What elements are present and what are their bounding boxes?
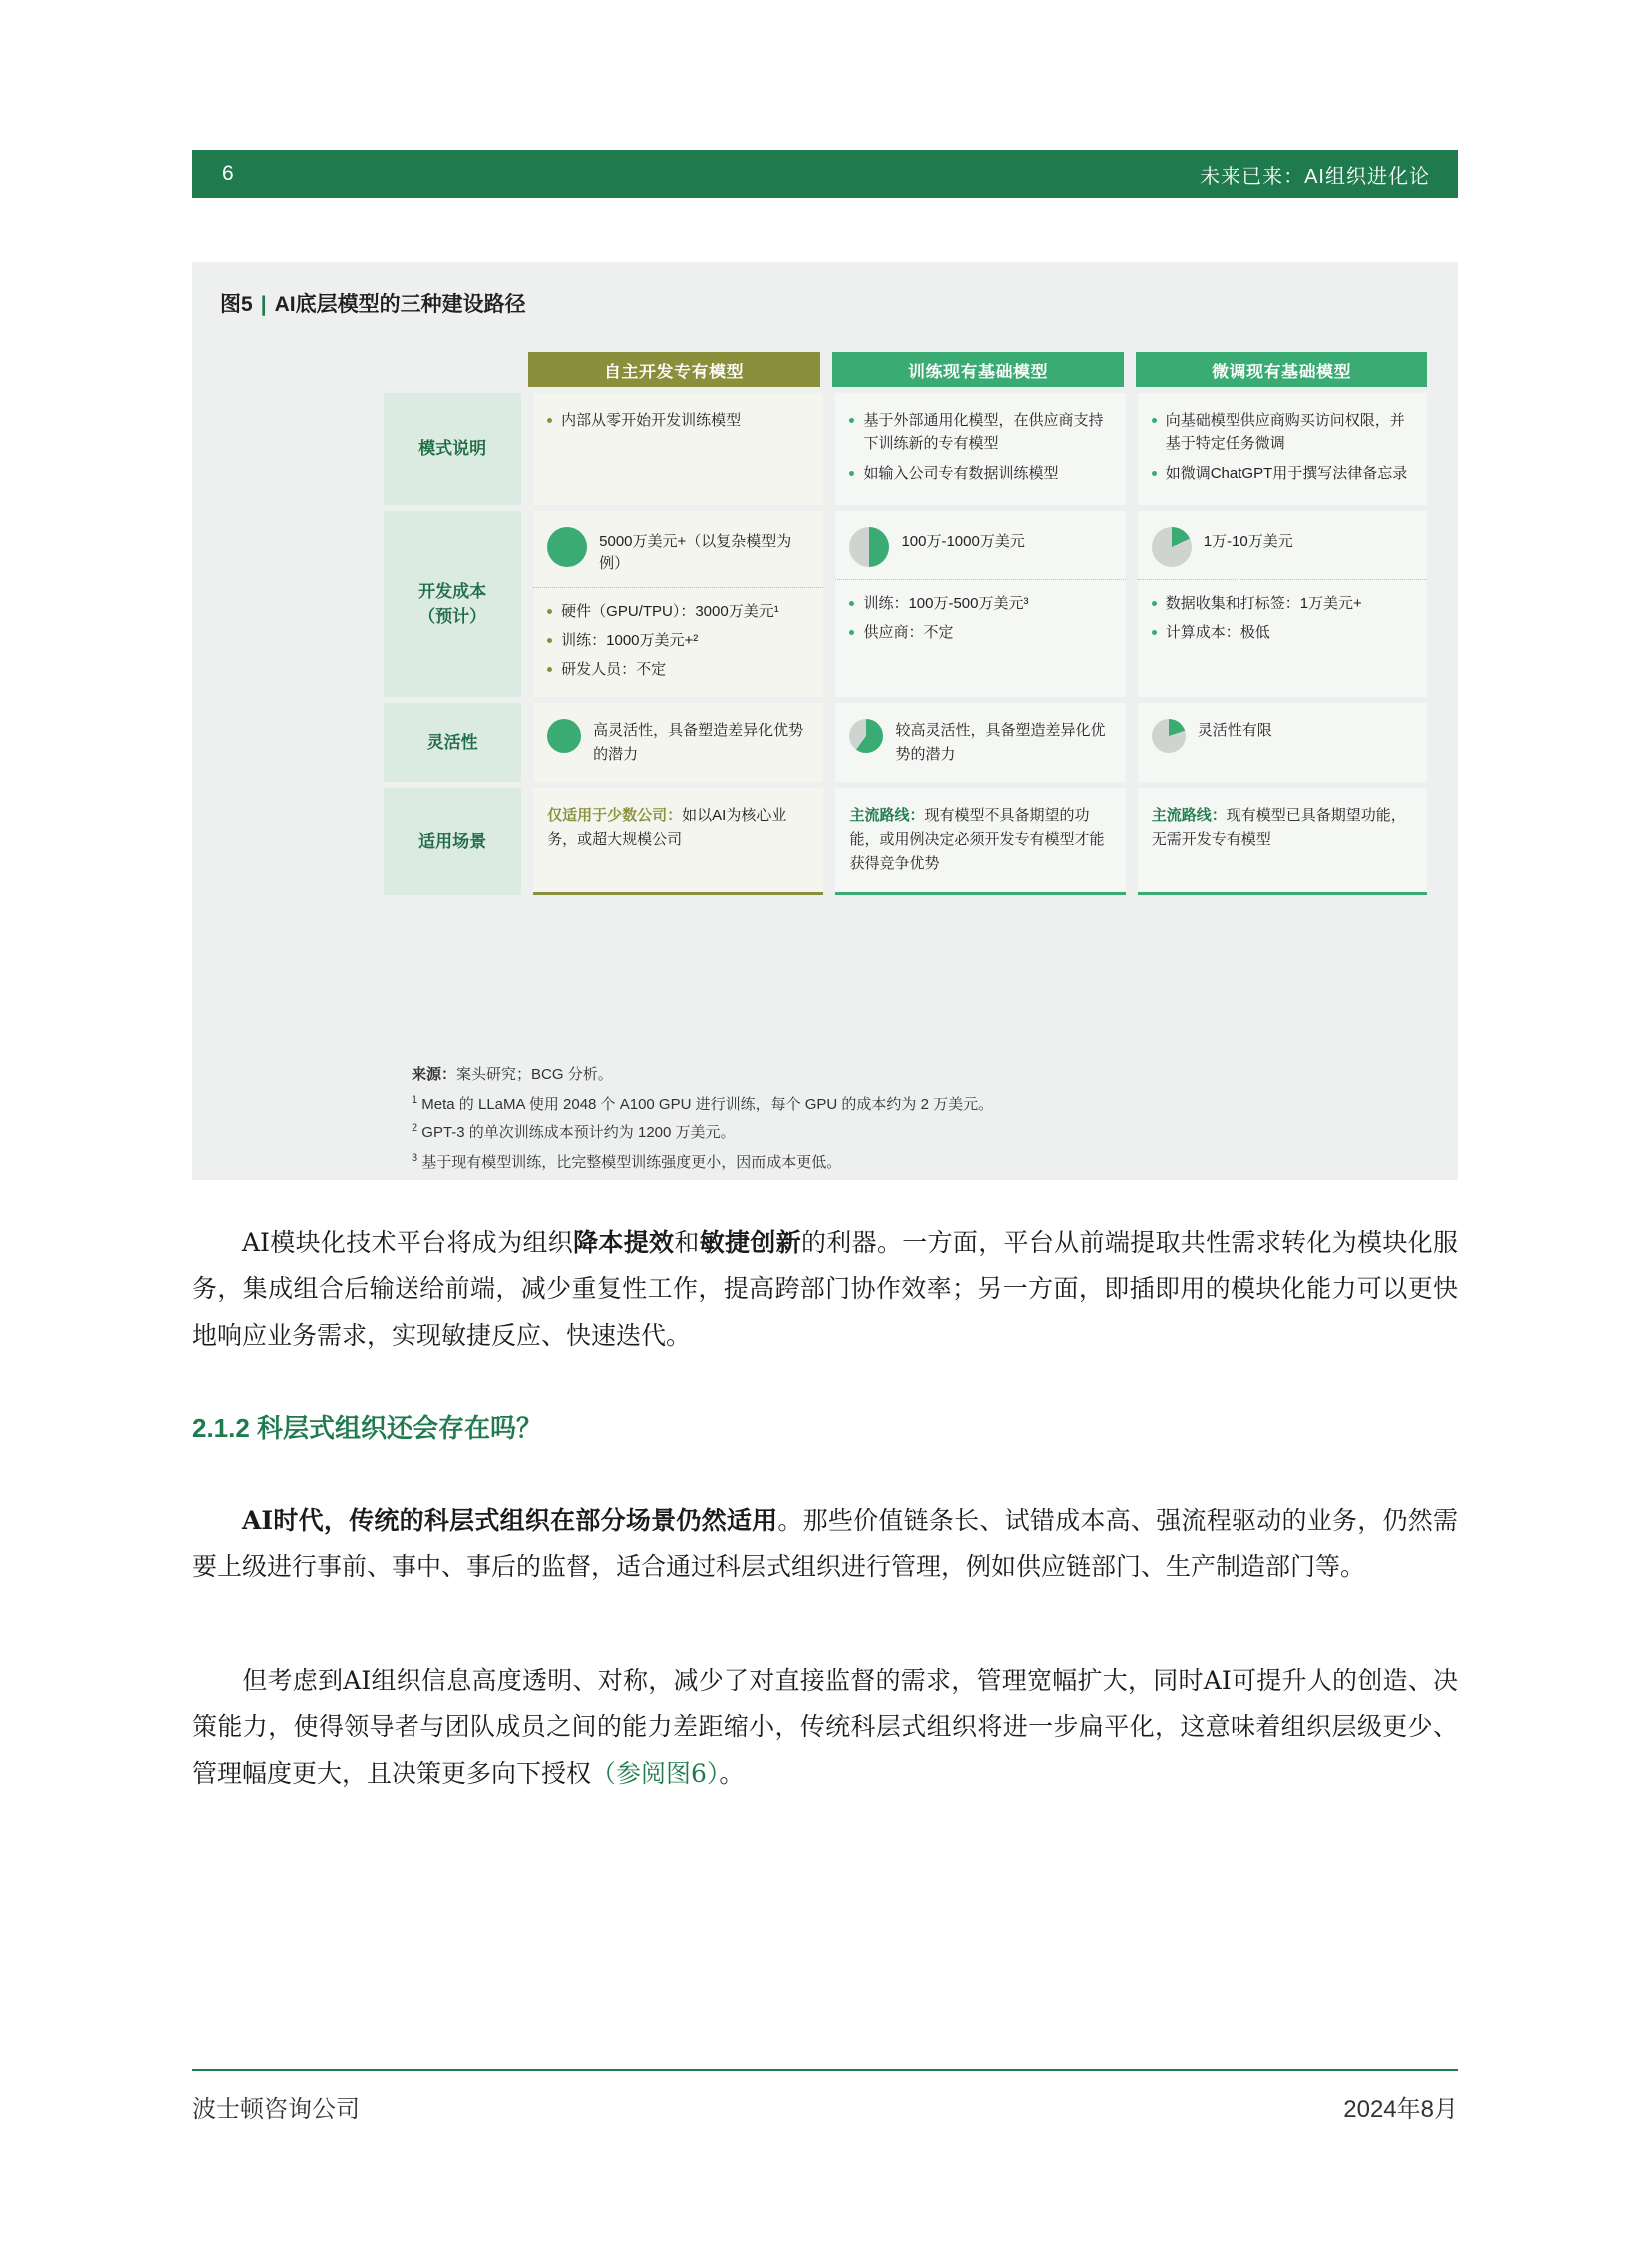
bullet-item: 如输入公司专有数据训练模型 xyxy=(849,462,1111,485)
cost-headline: 100万-1000万美元 xyxy=(901,533,1025,550)
figure-title-separator: | xyxy=(260,293,267,316)
flex-text: 灵活性有限 xyxy=(1197,722,1272,740)
donut-chart-flex-3 xyxy=(1152,719,1186,753)
bullet-item: 计算成本：极低 xyxy=(1152,621,1413,644)
table-row xyxy=(384,703,1427,782)
para1-part1: AI模块化技术平台将成为组织 xyxy=(242,1228,574,1257)
figure-label: 图5 xyxy=(220,293,253,316)
footnote-3 xyxy=(412,1148,1420,1178)
footnote-marker: 1 xyxy=(412,1093,418,1106)
bullet-item: 如微调ChatGPT用于撰写法律备忘录 xyxy=(1152,462,1413,485)
flex-text: 较高灵活性，具备塑造差异化优势的潜力 xyxy=(895,722,1106,763)
bullet-item: 数据收集和打标签：1万美元+ xyxy=(1152,592,1413,615)
row-label-flexibility: 灵活性 xyxy=(384,703,521,782)
paragraph-2 xyxy=(192,1498,1458,1591)
bullet-item: 训练：100万-500万美元³ xyxy=(849,592,1111,615)
footer-divider xyxy=(192,2069,1458,2071)
footnote-text: Meta 的 LLaMA 使用 2048 个 A100 GPU 进行训练，每个 GPU 的成本约为 2 万美元。 xyxy=(421,1095,994,1113)
header-title: 未来已来：AI组织进化论 xyxy=(1200,165,1430,188)
donut-chart-cost-3 xyxy=(1152,527,1192,567)
cell-flex-1 xyxy=(533,703,823,782)
para1-bold1: 降本提效 xyxy=(573,1228,675,1257)
cost-headline: 1万-10万美元 xyxy=(1203,533,1293,550)
usecase-lead: 仅适用于少数公司： xyxy=(547,806,683,824)
usecase-text: 现有模型不具备期望的功能，或用例决定必须开发专有模型才能获得竞争优势 xyxy=(849,806,1105,872)
cost-headline: 5000万美元+（以复杂模型为例） xyxy=(599,533,792,572)
cell-cost-3 xyxy=(1138,511,1427,697)
bullet-item: 训练：1000万美元+² xyxy=(547,629,809,652)
source-line xyxy=(412,1061,1420,1090)
usecase-text: 现有模型已具备期望功能，无需开发专有模型 xyxy=(1151,806,1406,848)
figure-table xyxy=(384,352,1427,895)
para3-end: 。 xyxy=(719,1758,745,1788)
cell-cost-2 xyxy=(835,511,1125,697)
figure-title-row xyxy=(220,288,526,318)
table-row xyxy=(384,788,1427,895)
bullet-item: 研发人员：不定 xyxy=(547,658,809,681)
table-row xyxy=(384,511,1427,697)
cell-usecase-2 xyxy=(835,788,1125,895)
bullet-item: 硬件（GPU/TPU）：3000万美元¹ xyxy=(547,600,809,623)
figure-cross-reference-link[interactable]: （参阅图6） xyxy=(591,1758,720,1788)
bullet-item: 供应商：不定 xyxy=(849,621,1111,644)
footer-company: 波士顿咨询公司 xyxy=(192,2096,360,2123)
para1-part3: 的利器。一方面，平台从前端提取共性需求转化为模块化服务，集成组合后输送给前端，减少重复性工作，提高跨部门协作效率；另一方面，即插即用的模块化能力可以更快地响应业务需求，实现敏捷反应、快速迭代。 xyxy=(192,1228,1458,1350)
figure-title: AI底层模型的三种建设路径 xyxy=(274,293,526,316)
section-heading: 2.1.2 科层式组织还会存在吗？ xyxy=(192,1413,543,1443)
page-header xyxy=(192,150,1458,198)
flex-text: 高灵活性，具备塑造差异化优势的潜力 xyxy=(593,722,804,763)
bullet-item: 内部从零开始开发训练模型 xyxy=(547,409,809,432)
cell-flex-2 xyxy=(835,703,1125,782)
footnote-2 xyxy=(412,1119,1420,1148)
bullet-item: 向基础模型供应商购买访问权限，并基于特定任务微调 xyxy=(1152,409,1413,456)
bullet-item: 基于外部通用化模型，在供应商支持下训练新的专有模型 xyxy=(849,409,1111,456)
row-label-cost-line1: 开发成本 xyxy=(418,581,487,601)
row-label-cost xyxy=(384,511,521,697)
paragraph-3 xyxy=(192,1658,1458,1797)
cell-cost-1 xyxy=(533,511,823,697)
footer-date: 2024年8月 xyxy=(1343,2096,1458,2123)
cell-usecase-1 xyxy=(533,788,823,895)
row-label-usecase: 适用场景 xyxy=(384,788,521,895)
cell-usecase-3 xyxy=(1138,788,1427,895)
para1-bold2: 敏捷创新 xyxy=(699,1228,801,1257)
paragraph-1 xyxy=(192,1220,1458,1359)
footnote-marker: 2 xyxy=(412,1122,418,1134)
header-page-number: 6 xyxy=(222,162,235,185)
cell-flex-3 xyxy=(1138,703,1427,782)
footnote-marker: 3 xyxy=(412,1151,418,1164)
para3-part1: 但考虑到AI组织信息高度透明、对称，减少了对直接监督的需求，管理宽幅扩大，同时AI可提升人的创造、决策能力，使得领导者与团队成员之间的能力差距缩小，传统科层式组织将进一步扁平化，这意味着组织层级更少、管理幅度更大，且决策更多向下授权 xyxy=(192,1666,1458,1788)
source-label: 来源： xyxy=(412,1066,457,1083)
footnote-1 xyxy=(412,1090,1420,1120)
cell-mode-3 xyxy=(1138,393,1427,505)
figure-panel xyxy=(192,262,1458,1180)
cell-mode-1 xyxy=(533,393,823,505)
usecase-text: 如以AI为核心业务，或超大规模公司 xyxy=(547,806,787,848)
usecase-lead: 主流路线： xyxy=(849,806,925,824)
figure-source-notes xyxy=(412,1061,1420,1177)
donut-chart-cost-2 xyxy=(849,527,889,567)
usecase-lead: 主流路线： xyxy=(1151,806,1227,824)
table-row xyxy=(384,393,1427,505)
column-header-3: 微调现有基础模型 xyxy=(1136,352,1427,387)
row-label-cost-line2: （预计） xyxy=(418,607,487,627)
donut-chart-flex-1 xyxy=(547,719,581,753)
donut-chart-cost-1 xyxy=(547,527,587,567)
footnote-text: 基于现有模型训练，比完整模型训练强度更小，因而成本更低。 xyxy=(421,1153,842,1171)
row-label-mode: 模式说明 xyxy=(384,393,521,505)
footnote-text: GPT-3 的单次训练成本预计约为 1200 万美元。 xyxy=(421,1124,736,1141)
column-header-2: 训练现有基础模型 xyxy=(832,352,1124,387)
para2-bold: AI时代，传统的科层式组织在部分场景仍然适用 xyxy=(242,1506,778,1535)
para2-rest: 。那些价值链条长、试错成本高、强流程驱动的业务，仍然需要上级进行事前、事中、事后的监督，适合通过科层式组织进行管理，例如供应链部门、生产制造部门等。 xyxy=(192,1506,1458,1582)
cell-mode-2 xyxy=(835,393,1125,505)
figure-column-headers xyxy=(528,352,1427,387)
source-text: 案头研究；BCG 分析。 xyxy=(456,1066,613,1083)
para1-part2: 和 xyxy=(674,1228,700,1257)
donut-chart-flex-2 xyxy=(849,719,883,753)
column-header-1: 自主开发专有模型 xyxy=(528,352,820,387)
